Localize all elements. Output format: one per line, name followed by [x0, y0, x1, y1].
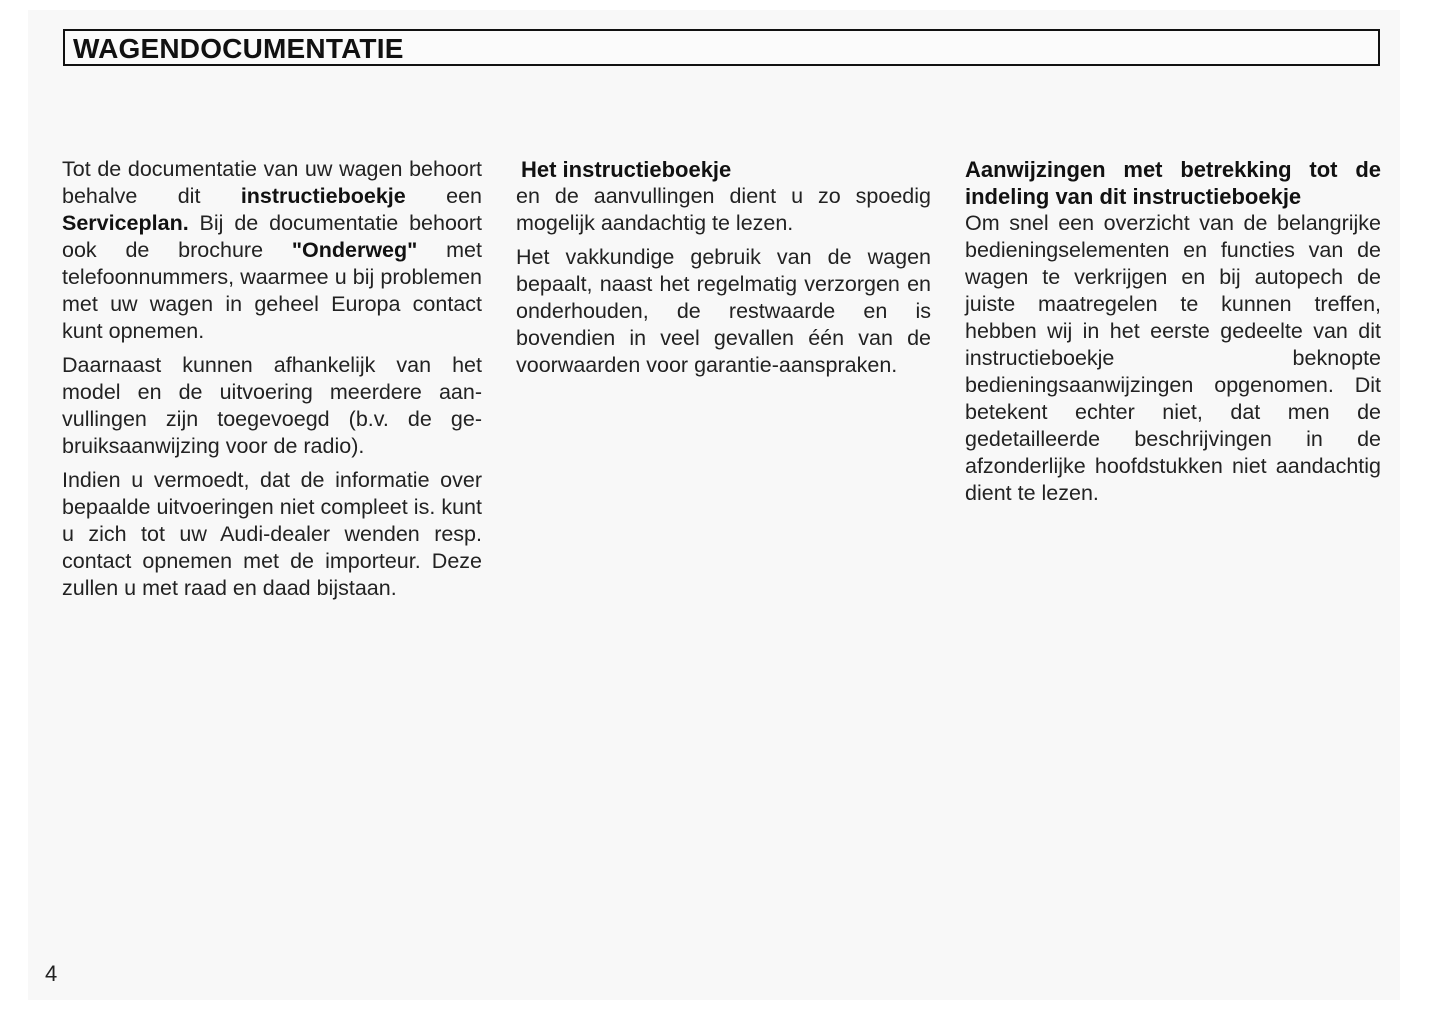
instructieboekje-paragraph-1: en de aanvullingen dient u zo spoedig mogelijk aandachtig te lezen. [516, 184, 931, 235]
intro-paragraph-3: Indien u vermoedt, dat de informatie over bepaalde uitvoeringen niet compleet is. kunt u zich tot uw Audi-dealer wenden resp. contact opnemen met de importeur. Deze zullen u met raad en daad bijstaan. [62, 468, 482, 600]
aanwijzingen-paragraph-1: Om snel een overzicht van de belangrijke bedieningselementen en functies van de wagen te verkrijgen en bij autopech de juiste maatregelen te kunnen treffen, hebben wij in het eerste gedeelte van dit instructieboekje beknopte bedieningsaanwijzingen opgenomen. Dit betekent echter niet, dat men de gedetailleerde beschrijvingen in de afzonderlijke hoofdstukken niet aandachtig dient te lezen. [965, 211, 1381, 505]
section-heading-instructieboekje: Het instructieboekje [521, 157, 732, 182]
section-heading-aanwijzingen: Aanwijzingen met betrekking tot de indeling van dit instructieboekje [965, 157, 1381, 209]
intro-paragraph-1: Tot de documentatie van uw wagen behoort behalve dit instructieboekje een Serviceplan. Bij de documentatie behoort ook de brochure "Onderweg" met telefoonnummers, waarmee u bij problemen met uw wagen in geheel Europa contact kunt opnemen. [62, 157, 482, 343]
page-number: 4 [45, 961, 58, 986]
column-intro [62, 156, 482, 609]
page-title-box [63, 29, 1380, 66]
instructieboekje-paragraph-2: Het vakkundige gebruik van de wagen bepaalt, naast het regelmatig verzorgen en onderhouden, de restwaarde en is bovendien in veel gevallen één van de voorwaarden voor garantie-aanspraken. [516, 245, 931, 377]
instructieboekje-term: instructieboekje [240, 184, 406, 208]
serviceplan-term: Serviceplan. [62, 211, 189, 235]
onderweg-term: "Onderweg" [291, 238, 418, 262]
column-aanwijzingen [965, 156, 1381, 514]
column-instructieboekje [516, 156, 931, 386]
page-title: WAGENDOCUMENTATIE [73, 33, 404, 64]
intro-paragraph-2: Daarnaast kunnen afhankelijk van het model en de uitvoering meerdere aanvullingen zijn toegevoegd (b.v. de gebruiksaanwijzing voor de radio). [62, 353, 482, 458]
